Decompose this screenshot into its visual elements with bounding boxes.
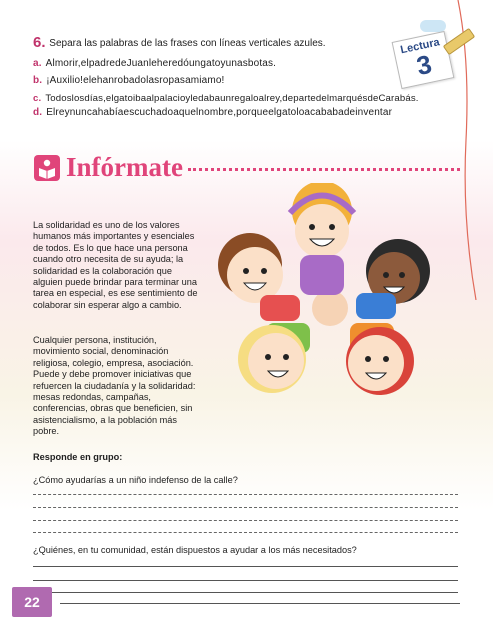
cloud-icon [420,20,446,32]
question-1: ¿Cómo ayudarías a un niño indefenso de la calle? [33,475,238,485]
option-letter: a. [33,58,42,69]
answer-line[interactable] [33,520,458,521]
question-2: ¿Quiénes, en tu comunidad, están dispuestos a ayudar a los más necesitados? [33,545,357,555]
answer-line[interactable] [33,494,458,495]
option-letter: b. [33,75,43,86]
answer-line[interactable] [33,532,458,533]
paragraph-instituciones: Cualquier persona, institución, movimiento social, denominación religiosa, colegio, empresa, asociación. Puede y debe promover iniciativas que refuercen la ciudadanía y la solidaridad: mesas redondas, campañas, conferencias, obras que beneficien, sin asistencialismo, a la población más pobre. [33,335,196,437]
exercise-instruction [33,34,326,51]
exercise-option [33,75,224,86]
exercise-number: 6. [33,34,46,51]
option-letter: c. [33,93,42,104]
option-text: ¡Auxilio!elehanrobadolasropasamiamo! [46,75,225,86]
option-letter: d. [33,107,43,118]
exercise-option [33,93,419,104]
answer-line[interactable] [33,592,458,593]
lectura-number: 3 [413,48,435,82]
exercise-instruction-text: Separa las palabras de las frases con líneas verticales azules. [49,38,326,49]
exercise-option [33,58,276,69]
answer-line[interactable] [33,507,458,508]
option-text: Almorir,elpadredeJuanleheredóungatoyunasbotas. [45,58,277,69]
option-text: Todoslosdías,elgatoibaalpalacioyledabaunregaloalrey,departedelmarquésdeCarabás. [45,93,419,104]
lectura-label: Lectura [399,36,441,57]
option-text: Elreynuncahabíaescuchadoaquelnombre,porqueelgatoloacababadeinventar [46,107,393,118]
group-heading: Responde en grupo: [33,452,123,462]
page-number: 22 [12,587,52,617]
section-title: Infórmate [66,152,183,182]
answer-line[interactable] [60,603,460,604]
children-circle-illustration [200,183,465,433]
book-reader-icon [34,155,60,181]
answer-line[interactable] [33,566,458,567]
paragraph-solidaridad: La solidaridad es uno de los valores humanos más importantes y esenciales de todos. Es lo que hace una persona cuando otro necesita de su ayuda; la solidaridad es la colaboración que alguien puede brindar para terminar una tarea en especial, es ese sentimiento de colaborar sin esperar algo a cambio. [33,220,198,310]
section-divider [188,168,460,171]
exercise-option [33,107,392,118]
answer-line[interactable] [33,580,458,581]
lectura-tag [392,31,455,89]
